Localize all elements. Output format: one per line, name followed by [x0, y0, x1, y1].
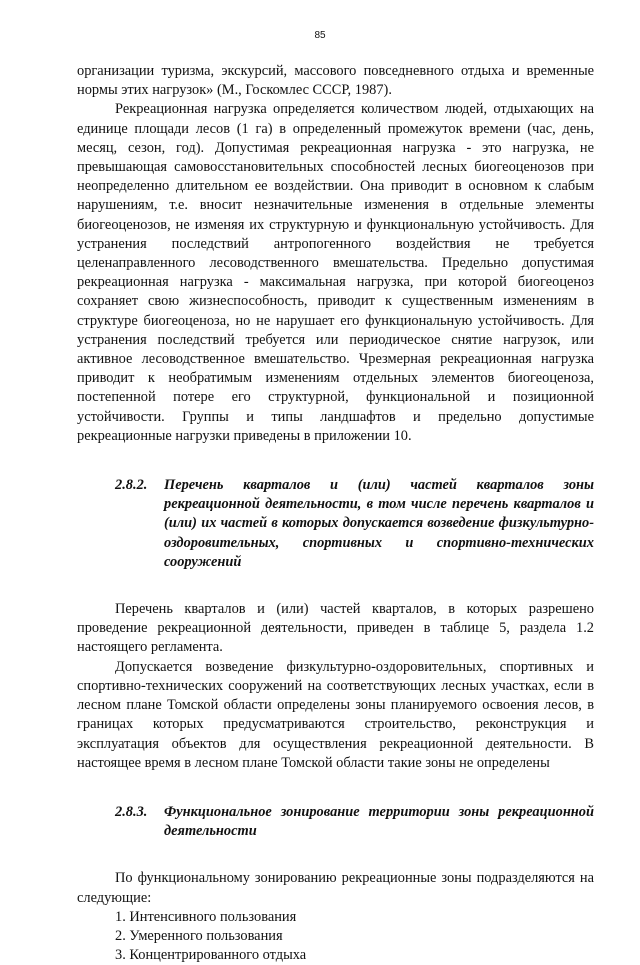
section-number: 2.8.3. [115, 803, 148, 820]
list-item: 3. Концентрированного отдыха [115, 947, 307, 964]
paragraph-zoning-intro: По функциональному зонированию рекреационные зоны подразделяются на следующие: [77, 870, 594, 906]
page-body [77, 62, 594, 965]
list-item: 1. Интенсивного пользования [115, 908, 297, 925]
paragraph-continuation: организации туризма, экскурсий, массового повседневного отдыха и временные нормы этих нагрузок» (М., Госкомлес СССР, 1987). [77, 63, 594, 99]
section-number: 2.8.2. [115, 477, 148, 494]
paragraph-recreational-load: Рекреационная нагрузка определяется количеством людей, отдыхающих на единице площади лесов (1 га) в определенный промежуток времени (час, день, месяц, сезон, год). Допустимая рекреационная нагрузка - это нагрузка, не превышающая самовосстановительных способностей лесных биогеоценозов при неопределенно длительном ее воздействии. Она приводит в основном к слабым нарушениям, т.е. вносит незначительные изменения в отдельные элементы биогеоценозов, не изменяя их структурную и функциональную устойчивость. Для устранения последствий антропогенного воздействия не требуется целенаправленного лесоводственного вмешательства. Предельно допустимая рекреационная нагрузка - максимальная нагрузка, при которой биогеоценоз сохраняет свою жизнеспособность, приводит к существенным изменениям в структуре биогеоценоза, но не нарушает его функциональную устойчивость. Для устранения последствий требуется или периодическое снятие нагрузок, или активное лесоводственное вмешательство. Чрезмерная рекреационная нагрузка приводит к необратимым изменениям отдельных элементов биогеоценоза, постепенной потере его структурной, функциональной и позиционной устойчивости. Группы и типы ландшафтов и предельно допустимые рекреационные нагрузки приведены в приложении 10. [77, 101, 594, 444]
section-heading-2-8-3 [115, 803, 594, 841]
section-heading-2-8-2 [115, 476, 594, 572]
section-title: Функциональное зонирование территории зоны рекреационной деятельности [164, 803, 594, 840]
page-number: 85 [314, 30, 326, 41]
list-item: 2. Умеренного пользования [115, 927, 283, 944]
section-title: Перечень кварталов и (или) частей кварталов зоны рекреационной деятельности, в том числе перечень кварталов и (или) их частей в которых допускается возведение физкультурно-оздоровительных, спортивных и спортивно-технических сооружений [164, 477, 594, 570]
paragraph-construction: Допускается возведение физкультурно-оздоровительных, спортивных и спортивно-технических сооружений на соответствующих лесных участках, если в лесном плане Томской области определены зоны планируемого освоения лесов, в границах которых предусматриваются строительство, реконструкция и эксплуатация объектов для осуществления рекреационной деятельности. В настоящее время в лесном плане Томской области такие зоны не определены [77, 658, 594, 771]
paragraph-quarters-list: Перечень кварталов и (или) частей кварталов, в которых разрешено проведение рекреационной деятельности, приведен в таблице 5, раздела 1.2 настоящего регламента. [77, 601, 594, 656]
